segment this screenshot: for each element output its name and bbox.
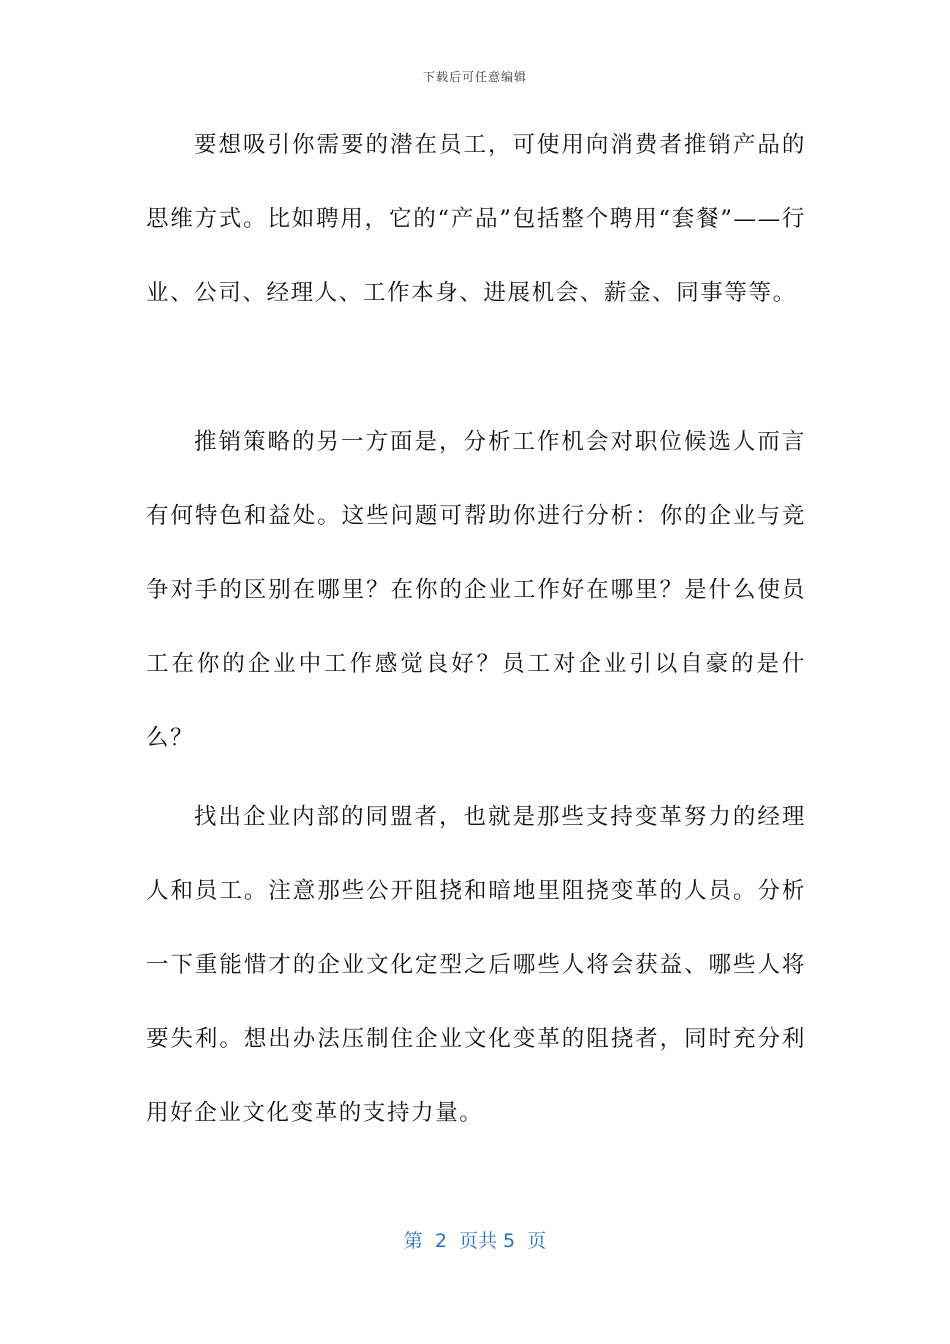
page-number-footer: 第 2 页共 5 页 <box>403 1230 547 1252</box>
paragraph-3: 找出企业内部的同盟者，也就是那些支持变革努力的经理人和员工。注意那些公开阻挠和暗地里阻挠变革的人员。分析一下重能惜才的企业文化定型之后哪些人将会获益、哪些人将要失利。想出办法压制住企业文化变革的阻挠者，同时充分利用好企业文化变革的支持力量。 <box>146 804 806 1126</box>
header-note: 下载后可任意编辑 <box>422 70 527 84</box>
paragraph-2: 推销策略的另一方面是，分析工作机会对职位候选人而言有何特色和益处。这些问题可帮助你进行分析：你的企业与竞争对手的区别在哪里？在你的企业工作好在哪里？是什么使员工在你的企业中工作感觉良好？员工对企业引以自豪的是什么？ <box>146 429 806 751</box>
paragraph-1: 要想吸引你需要的潜在员工，可使用向消费者推销产品的思维方式。比如聘用，它的“产品”包括整个聘用“套餐”——行业、公司、经理人、工作本身、进展机会、薪金、同事等等。 <box>146 132 806 306</box>
